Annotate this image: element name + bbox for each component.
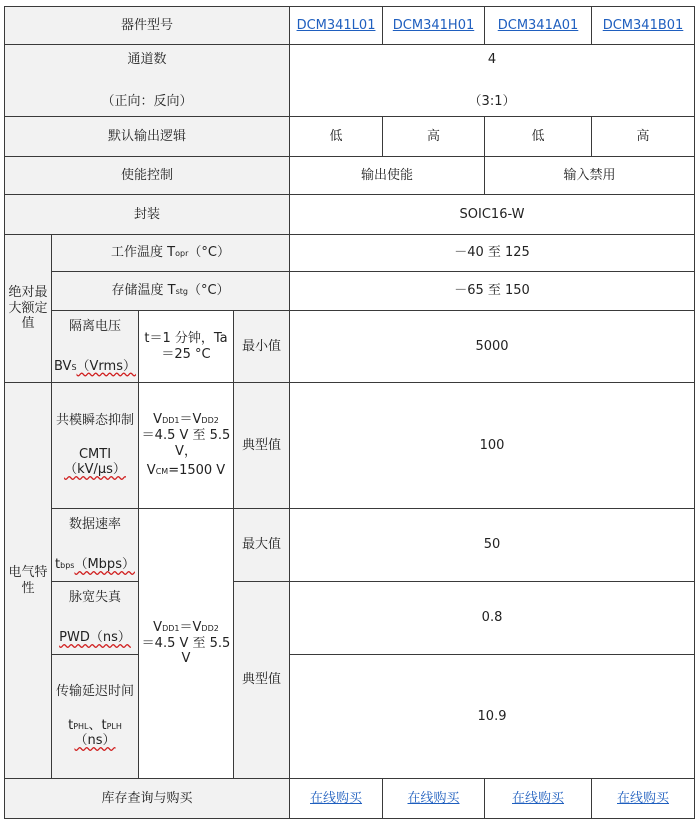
store-temp-row (5, 272, 695, 311)
abs-max-group-label: 绝对最大额定值 (5, 235, 52, 383)
enable-control-label: 使能控制 (5, 157, 290, 195)
data-rate-unit: （Mbps） (74, 557, 135, 572)
channels-value-sub: （3:1） (468, 93, 516, 109)
store-temp-unit: （°C） (187, 283, 230, 299)
purchase-cell[interactable] (592, 779, 695, 819)
isolation-sym-sub: S (71, 362, 77, 372)
delay-unit (54, 733, 136, 749)
header-row (5, 7, 695, 45)
purchase-row (5, 779, 695, 819)
model-header-label: 器件型号 (5, 7, 290, 45)
model-link[interactable]: DCM341L01 (296, 17, 376, 33)
delay-sep: 、t (88, 717, 107, 733)
cmti-cond-vcm-sub: CM (155, 467, 169, 477)
default-logic-value: 低 (485, 117, 592, 157)
cmti-cond-vcm (141, 463, 231, 479)
data-rate-value: 50 (290, 509, 695, 582)
store-temp-label-text: 存储温度 T (111, 283, 176, 299)
shared-condition (139, 509, 234, 779)
shared-cond-range: ＝4.5 V 至 5.5 V (141, 635, 231, 667)
buy-online-link[interactable]: 在线购买 (617, 790, 670, 806)
cmti-cond-v1: V (153, 412, 163, 428)
op-temp-value: －40 至 125 (290, 235, 695, 272)
channels-label-sub: （正向：反向） (101, 93, 193, 109)
cmti-cond-vcm-val: =1500 V (168, 463, 226, 479)
data-rate-label: 数据速率 (68, 517, 121, 533)
model-link[interactable]: DCM341A01 (497, 17, 579, 33)
store-temp-label (52, 272, 290, 311)
op-temp-sub: opr (175, 249, 189, 259)
data-rate-label-cell (52, 509, 139, 582)
cmti-condition (139, 383, 234, 509)
buy-online-link[interactable]: 在线购买 (407, 790, 460, 806)
isolation-value: 5000 (290, 311, 695, 383)
enable-control-value: 输出使能 (290, 157, 485, 195)
isolation-sym: BV (54, 358, 72, 374)
shared-cond-v1: V (153, 620, 163, 636)
shared-cond-line1 (141, 620, 231, 636)
cmti-cond-v2-sub: DD2 (201, 416, 219, 426)
isolation-symbol (54, 359, 136, 375)
channels-value-cell (290, 45, 695, 117)
cmti-cond-range: ＝4.5 V 至 5.5 V， (141, 427, 231, 459)
package-label: 封装 (5, 195, 290, 235)
buy-online-link[interactable]: 在线购买 (512, 790, 565, 806)
cmti-label-cell (52, 383, 139, 509)
isolation-type: 最小值 (234, 311, 290, 383)
pwd-row (5, 582, 695, 655)
default-logic-row (5, 117, 695, 157)
enable-control-row (5, 157, 695, 195)
data-rate-sym-sub: bps (60, 561, 75, 570)
default-logic-value: 高 (592, 117, 695, 157)
delay-label: 传输延迟时间 (55, 684, 134, 700)
shared-cond-eq: ＝V (179, 620, 202, 636)
op-temp-label (52, 235, 290, 272)
cmti-cond-v1-sub: DD1 (162, 416, 180, 426)
delay-sym1: t (68, 717, 74, 733)
isolation-label: 隔离电压 (68, 318, 121, 334)
pwd-symbol (54, 630, 136, 646)
delay-label-cell (52, 655, 139, 779)
delay-symbol (54, 718, 136, 734)
purchase-label: 库存查询与购买 (5, 779, 290, 819)
channels-label-cell (5, 45, 290, 117)
pwd-value: 0.8 (290, 582, 695, 655)
package-row (5, 195, 695, 235)
cmti-type: 典型值 (234, 383, 290, 509)
default-logic-value: 高 (383, 117, 485, 157)
cmti-cond-eq: ＝V (179, 412, 202, 428)
pwd-label: 脉宽失真 (68, 590, 121, 606)
delay-row (5, 655, 695, 779)
isolation-label-cell (52, 311, 139, 383)
package-value: SOIC16-W (290, 195, 695, 235)
channels-row (5, 45, 695, 117)
purchase-cell[interactable] (485, 779, 592, 819)
isolation-unit: （Vrms） (76, 358, 136, 374)
pwd-sym: PWD（ns） (59, 630, 131, 645)
op-temp-row (5, 235, 695, 272)
data-rate-sym: t (55, 557, 61, 572)
data-rate-row (5, 509, 695, 582)
data-rate-type: 最大值 (234, 509, 290, 582)
delay-value: 10.9 (290, 655, 695, 779)
channels-value: 4 (487, 51, 497, 67)
delay-unit-text: （ns） (74, 733, 116, 749)
model-link[interactable]: DCM341H01 (392, 17, 475, 33)
purchase-cell[interactable] (290, 779, 383, 819)
model-link[interactable]: DCM341B01 (602, 17, 684, 33)
cmti-row (5, 383, 695, 509)
cmti-label: 共模瞬态抑制 (55, 413, 134, 429)
electrical-group-label: 电气特性 (5, 383, 52, 779)
cmti-sym: CMTI (78, 446, 112, 462)
cmti-cond-line1 (141, 412, 231, 428)
store-temp-sub: stg (175, 287, 188, 297)
delay-sym1-sub: PHL (73, 721, 89, 731)
model-b01-link[interactable] (592, 7, 695, 45)
delay-sym2-sub: PLH (106, 721, 122, 731)
cmti-value: 100 (290, 383, 695, 509)
cmti-cond-vcm-v: V (146, 463, 156, 479)
data-rate-symbol (54, 557, 136, 573)
op-temp-unit: （°C） (188, 245, 230, 261)
cmti-unit-text: （kV/µs） (64, 462, 126, 478)
enable-control-value: 输入禁用 (485, 157, 695, 195)
op-temp-label-text: 工作温度 T (111, 245, 176, 261)
typ-type: 典型值 (234, 582, 290, 779)
buy-online-link[interactable]: 在线购买 (310, 790, 363, 806)
model-a01-link[interactable] (485, 7, 592, 45)
shared-cond-v2-sub: DD2 (201, 624, 219, 634)
default-logic-label: 默认输出逻辑 (5, 117, 290, 157)
store-temp-value: －65 至 150 (290, 272, 695, 311)
channels-label: 通道数 (127, 51, 167, 67)
model-l01-link[interactable] (290, 7, 383, 45)
purchase-cell[interactable] (383, 779, 485, 819)
isolation-condition: t＝1 分钟，Ta＝25 °C (139, 311, 234, 383)
isolation-row (5, 311, 695, 383)
default-logic-value: 低 (290, 117, 383, 157)
pwd-label-cell (52, 582, 139, 655)
shared-cond-v1-sub: DD1 (162, 624, 180, 634)
spec-table (4, 6, 695, 819)
cmti-unit (54, 462, 136, 478)
model-h01-link[interactable] (383, 7, 485, 45)
